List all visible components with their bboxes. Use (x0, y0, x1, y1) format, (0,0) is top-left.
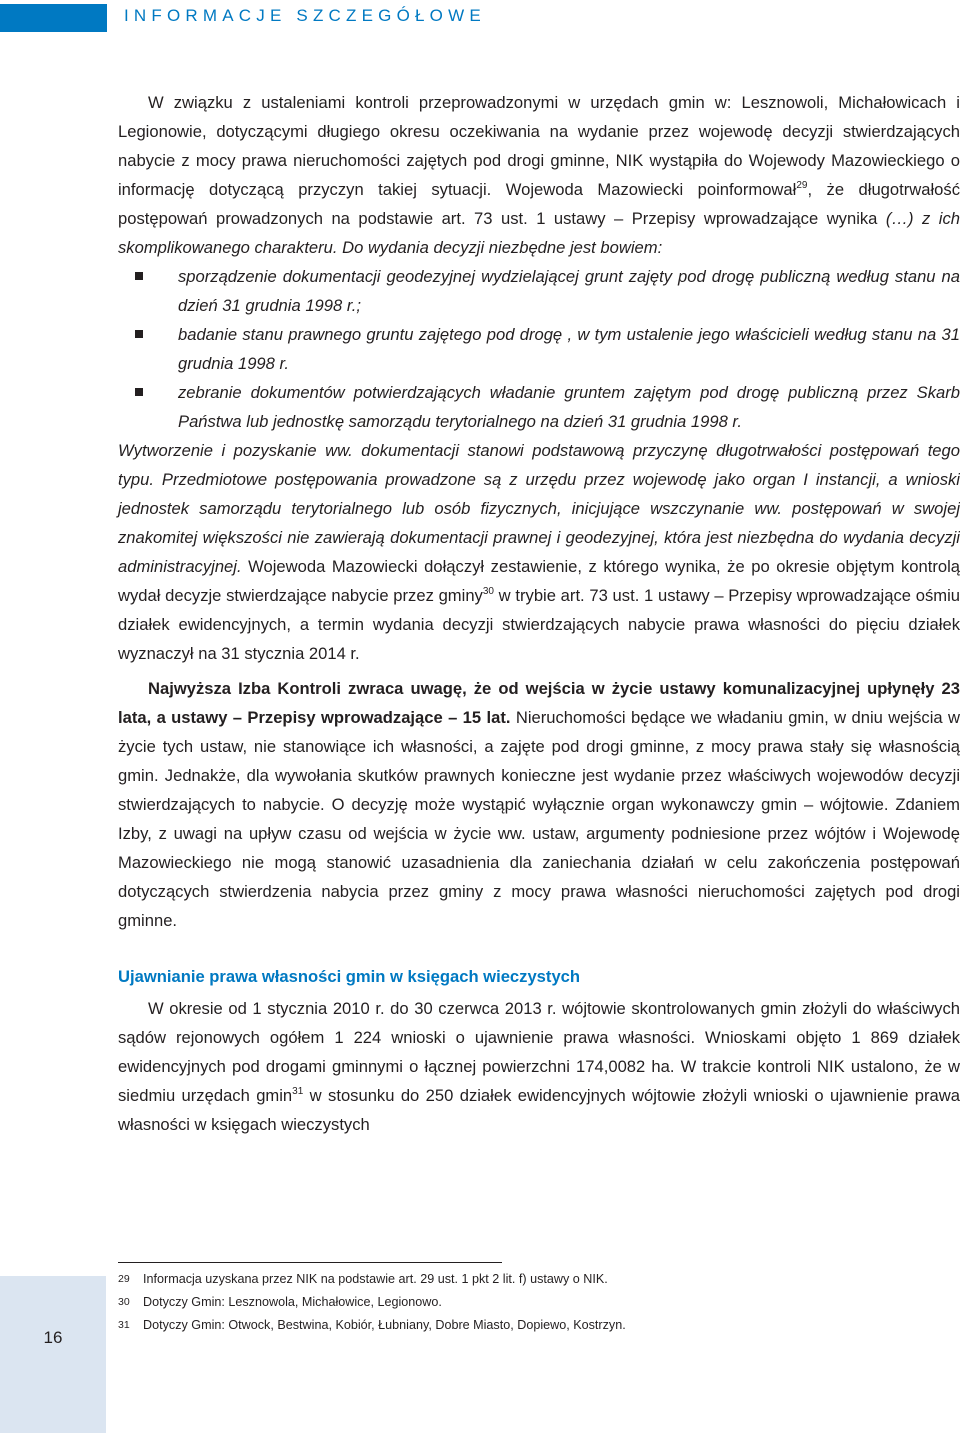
paragraph-1-text-a: W związku z ustaleniami kontroli przeprowadzonymi w urzędach gmin w: Lesznowoli, Michałowicach i Legionowie, dotyczącymi długiego okresu oczekiwania na wydanie przez wojewodę decyzji stwierdzających nabycie z mocy prawa nieruchomości zajętych pod drogi gminne, NIK wystąpiła do Wojewody Mazowieckiego o informację dotyczącą przyczyn takiej sytuacji. Wojewoda Mazowiecki poinformował (118, 93, 960, 199)
square-bullet-icon (135, 330, 143, 338)
footnote-number: 31 (118, 1319, 130, 1331)
footnotes (118, 1268, 938, 1337)
header-color-block (0, 4, 107, 32)
requirements-list (118, 262, 960, 436)
paragraph-1-quote: (…) z ich skomplikowanego charakteru. Do wydania decyzji niezbędne jest bowiem: (118, 209, 960, 257)
footnote-ref-29[interactable]: 29 (796, 180, 808, 191)
page-number: 16 (43, 1328, 63, 1347)
paragraph-1 (118, 88, 960, 262)
square-bullet-icon (135, 388, 143, 396)
list-item-text: zebranie dokumentów potwierdzających władanie gruntem zajętym pod drogę publiczną przez Skarb Państwa lub jednostkę samorządu terytorialnego na dzień 31 grudnia 1998 r. (178, 383, 960, 431)
paragraph-3-text: Nieruchomości będące we władaniu gmin, w dniu wejścia w życie tych ustaw, nie stanowiące ich własności, a zajęte pod drogi gminne, z mocy prawa stały się własnością gmin. Jednakże, dla wywołania skutków prawnych konieczne jest wydanie przez właściwych wojewodów decyzji stwierdzających to nabycie. O decyzję może wystąpić wyłącznie organ wykonawczy gmin – wójtowie. Zdaniem Izby, z uwagi na upływ czasu od wejścia w życie ww. ustaw, argumenty podniesione przez wójtów i Wojewodę Mazowieckiego nie mogą stanowić uzasadnienia dla zaniechania działań w celu zakończenia postępowań dotyczących stwierdzenia nabycia przez gminy z mocy prawa własności nieruchomości zajętych pod drogi gminne. (118, 708, 960, 930)
section-title: INFORMACJE SZCZEGÓŁOWE (124, 6, 486, 25)
page-number-tab (0, 1276, 106, 1433)
paragraph-1-text-b: , że długotrwałość postępowań prowadzonych na podstawie art. 73 ust. 1 ustawy – Przepisy wprowadzające wynika (118, 180, 960, 228)
paragraph-4-text-b: w stosunku do 250 działek ewidencyjnych wójtowie złożyli wnioski o ujawnienie prawa własności w księgach wieczystych (118, 1086, 960, 1134)
list-item-text: sporządzenie dokumentacji geodezyjnej wydzielającej grunt zajęty pod drogę publiczną według stanu na dzień 31 grudnia 1998 r.; (178, 267, 960, 315)
paragraph-4 (118, 994, 960, 1139)
paragraph-3 (118, 674, 960, 935)
footnote (118, 1291, 938, 1314)
paragraph-2-quote: Wytworzenie i pozyskanie ww. dokumentacji stanowi podstawową przyczynę długotrwałości postępowań tego typu. Przedmiotowe postępowania prowadzone są z urzędu przez wojewodę jako organ I instancji, a wnioski jednostek samorządu terytorialnego lub osób fizycznych, inicjujące wszczynanie ww. postępowań w swojej znakomitej większości nie zawierają dokumentacji prawnej i geodezyjnej, która jest niezbędna do wydania decyzji administracyjnej. (118, 441, 960, 576)
footnote-ref-31[interactable]: 31 (292, 1086, 304, 1097)
footnote-text: Informacja uzyskana przez NIK na podstawie art. 29 ust. 1 pkt 2 lit. f) ustawy o NIK. (143, 1272, 608, 1286)
paragraph-2-text-c: w trybie art. 73 ust. 1 ustawy – Przepisy wprowadzające ośmiu działek ewidencyjnych, a termin wydania decyzji stwierdzających nabycie prawa własności do pięciu działek wyznaczył na 31 stycznia 2014 r. (118, 586, 960, 663)
footnote (118, 1314, 938, 1337)
main-content (118, 88, 960, 1139)
square-bullet-icon (135, 272, 143, 280)
footnote-number: 29 (118, 1273, 130, 1285)
footnote (118, 1268, 938, 1291)
paragraph-2-text-b: Wojewoda Mazowiecki dołączył zestawienie, z którego wynika, że po okresie objętym kontrolą wydał decyzje stwierdzające nabycie przez gminy (118, 557, 960, 605)
footnote-separator (118, 1262, 502, 1263)
list-item (178, 320, 960, 378)
list-item (178, 262, 960, 320)
footnote-text: Dotyczy Gmin: Otwock, Bestwina, Kobiór, Łubniany, Dobre Miasto, Dopiewo, Kostrzyn. (143, 1318, 626, 1332)
footnote-ref-30[interactable]: 30 (482, 586, 494, 597)
footnote-text: Dotyczy Gmin: Lesznowola, Michałowice, Legionowo. (143, 1295, 442, 1309)
paragraph-2 (118, 436, 960, 668)
paragraph-3-bold: Najwyższa Izba Kontroli zwraca uwagę, że od wejścia w życie ustawy komunalizacyjnej upłynęły 23 lata, a ustawy – Przepisy wprowadzające – 15 lat. (118, 679, 960, 727)
list-item (178, 378, 960, 436)
section-heading: Ujawnianie prawa własności gmin w księgach wieczystych (118, 967, 581, 986)
footnote-number: 30 (118, 1296, 130, 1308)
paragraph-4-text-a: W okresie od 1 stycznia 2010 r. do 30 czerwca 2013 r. wójtowie skontrolowanych gmin złożyli do właściwych sądów rejonowych ogółem 1 224 wnioski o ujawnienie prawa własności. Wnioskami objęto 1 869 działek ewidencyjnych pod drogami gminnymi o łącznej powierzchni 174,0082 ha. W trakcie kontroli NIK ustalono, że w siedmiu urzędach gmin (118, 999, 960, 1105)
page-header (0, 0, 960, 32)
list-item-text: badanie stanu prawnego gruntu zajętego pod drogę , w tym ustalenie jego właścicieli według stanu na 31 grudnia 1998 r. (178, 325, 960, 373)
